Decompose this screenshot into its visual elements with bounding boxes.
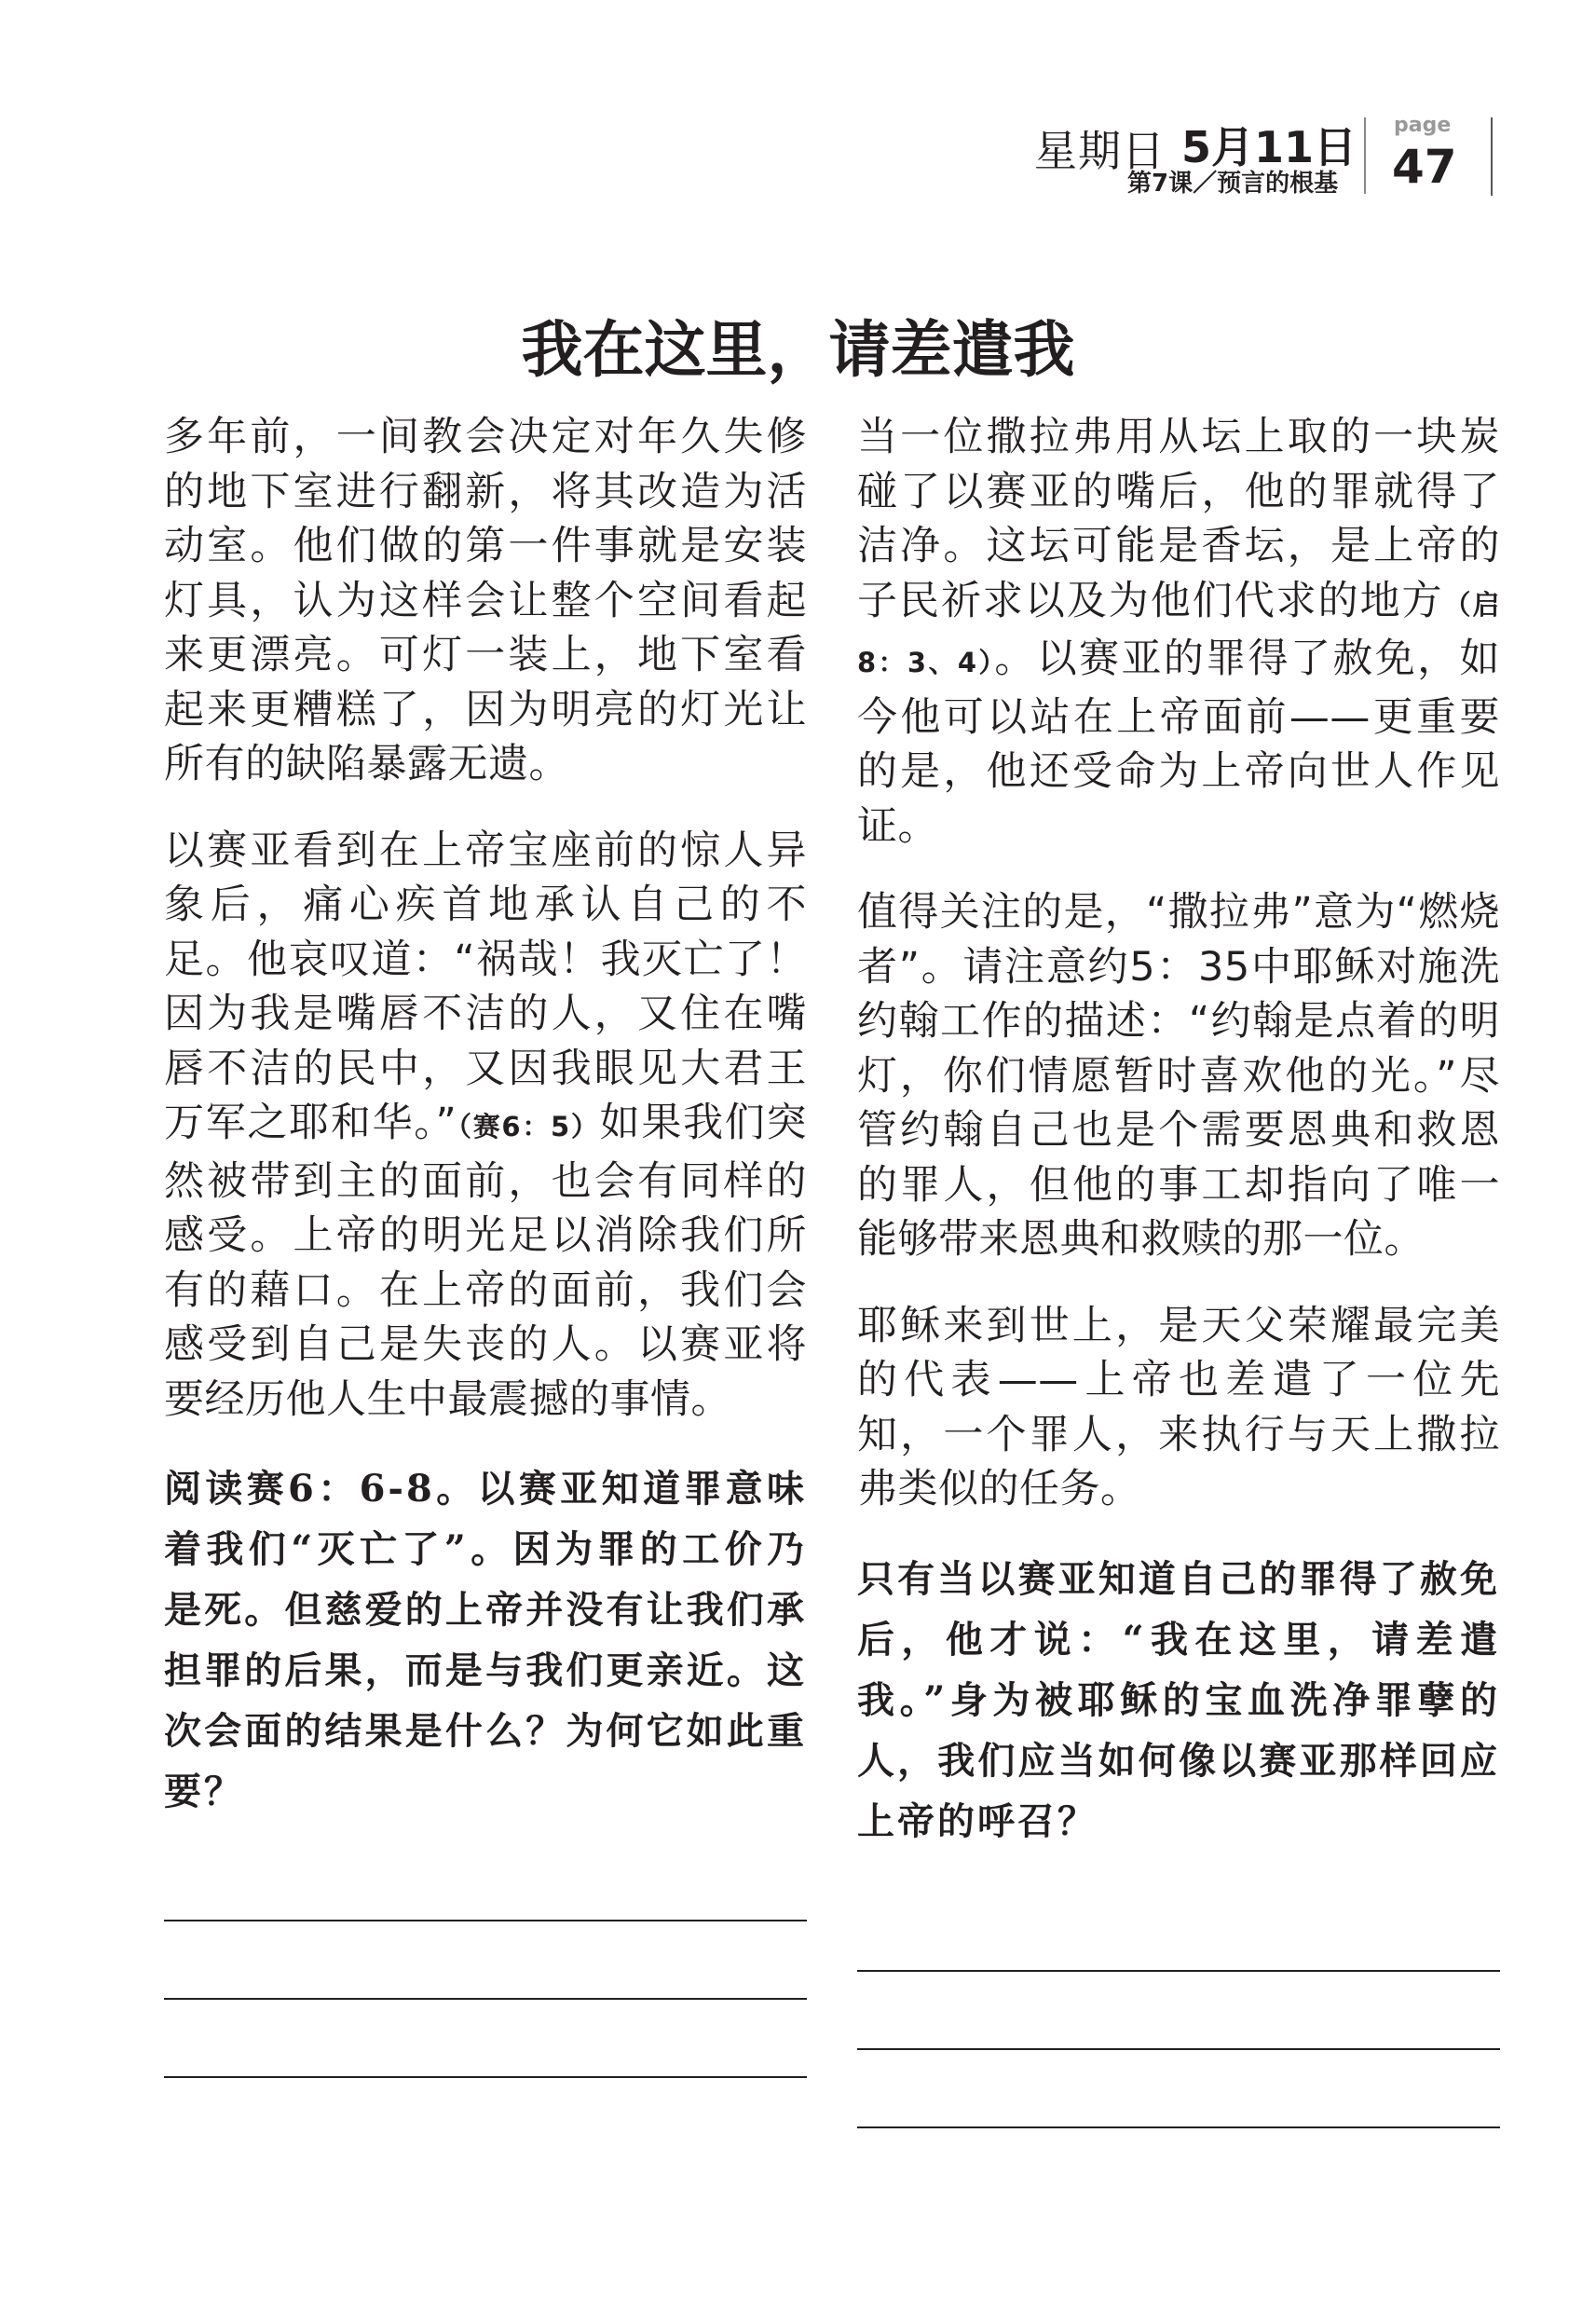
scripture-citation: （启8：3、4）	[857, 588, 1500, 678]
paragraph-text: 如果我们突然被带到主的面前，也会有同样的感受。上帝的明光足以消除我们所有的藉口。在上帝的面前，我们会感受到自己是失丧的人。以赛亚将要经历他人生中最震撼的事情。	[164, 1100, 807, 1423]
paragraph	[164, 824, 807, 1428]
paragraph: 值得关注的是，“撒拉弗”意为“燃烧者”。请注意约5：35中耶稣对施洗约翰工作的描述：“约翰是点着的明灯，你们情愿暂时喜欢他的光。”尽管约翰自己也是个需要恩典和救恩的罪人，但他的事工却指向了唯一能够带来恩典和救赎的那一位。	[857, 889, 1500, 1263]
answer-line[interactable]	[164, 1920, 807, 1921]
left-column	[164, 410, 807, 1822]
study-question: 只有当以赛亚知道自己的罪得了赦免后，他才说：“我在这里，请差遣我。”身为被耶稣的宝血洗净罪孽的人，我们应当如何像以赛亚那样回应上帝的呼召？	[857, 1556, 1500, 1843]
scripture-citation: （赛6：5）	[457, 1111, 600, 1142]
page-label: page	[1394, 114, 1452, 137]
header-divider	[1364, 117, 1366, 194]
header-date: 5月11日	[1181, 122, 1357, 172]
lesson-title: 第7课／预言的根基	[1127, 170, 1339, 198]
study-question: 阅读赛6：6-8。以赛亚知道罪意味着我们“灭亡了”。因为罪的工价乃是死。但慈爱的上帝并没有让我们承担罪的后果，而是与我们更亲近。这次会面的结果是什么？为何它如此重要？	[164, 1467, 807, 1813]
paragraph-text: 。以赛亚的罪得了赦免，如今他可以站在上帝面前——更重要的是，他还受命为上帝向世人作见证。	[857, 636, 1500, 850]
paragraph	[857, 410, 1500, 854]
answer-line[interactable]	[857, 1970, 1500, 1972]
page-number: 47	[1392, 140, 1457, 194]
page-title: 我在这里，请差遣我	[521, 313, 1075, 386]
header-day: 星期日	[1034, 126, 1166, 176]
paragraph: 多年前，一间教会决定对年久失修的地下室进行翻新，将其改造为活动室。他们做的第一件事就是安装灯具，认为这样会让整个空间看起来更漂亮。可灯一装上，地下室看起来更糟糕了，因为明亮的灯光让所有的缺陷暴露无遗。	[164, 414, 807, 787]
right-column	[857, 410, 1500, 1852]
paragraph: 耶稣来到世上，是天父荣耀最完美的代表——上帝也差遣了一位先知，一个罪人，来执行与天上撒拉弗类似的任务。	[857, 1302, 1500, 1512]
answer-line[interactable]	[857, 2126, 1500, 2128]
page-edge-rule	[1491, 117, 1493, 196]
answer-line[interactable]	[857, 2048, 1500, 2050]
paragraph-text: 当一位撒拉弗用从坛上取的一块炭碰了以赛亚的嘴后，他的罪就得了洁净。这坛可能是香坛，是上帝的子民祈求以及为他们代求的地方	[857, 414, 1500, 624]
answer-line[interactable]	[164, 1998, 807, 2000]
answer-line[interactable]	[164, 2076, 807, 2078]
paragraph-text: 以赛亚看到在上帝宝座前的惊人异象后，痛心疾首地承认自己的不足。他哀叹道：“祸哉！我灭亡了！因为我是嘴唇不洁的人，又住在嘴唇不洁的民中，又因我眼见大君王万军之耶和华。”	[164, 827, 807, 1146]
